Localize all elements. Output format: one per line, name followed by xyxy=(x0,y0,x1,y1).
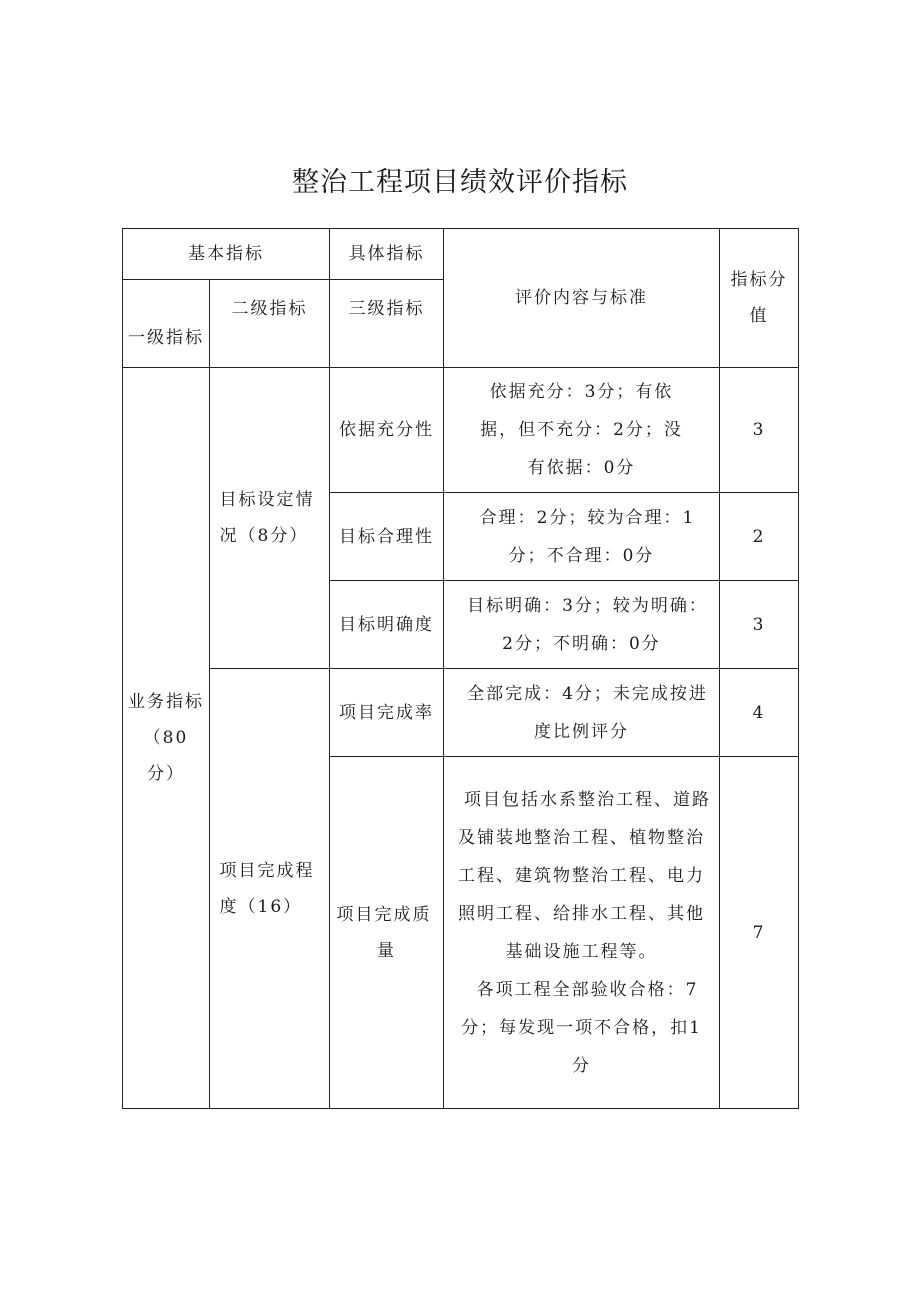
score-cell: 3 xyxy=(720,581,799,669)
group-cell xyxy=(210,669,330,1109)
indicator-cell: 目标合理性 xyxy=(330,493,444,581)
group-line1: 目标设定情 xyxy=(219,490,315,510)
header-score xyxy=(720,229,799,368)
header-score-line1: 指标分 xyxy=(730,270,788,290)
criteria-line: 照明工程、给排水工程、其他 xyxy=(458,903,705,924)
score-cell: 7 xyxy=(720,757,799,1109)
header-level2: 二级指标 xyxy=(210,280,330,368)
indicator-line2: 量 xyxy=(377,940,396,961)
header-level1: 一级指标 xyxy=(123,280,210,368)
level1-line3: 分） xyxy=(147,764,185,784)
criteria-line: 据，但不充分：2分；没 xyxy=(480,420,683,440)
evaluation-table xyxy=(122,228,799,1109)
criteria-cell xyxy=(444,368,720,493)
group-cell xyxy=(210,368,330,669)
score-cell: 3 xyxy=(720,368,799,493)
score-cell: 2 xyxy=(720,493,799,581)
criteria-line: 项目包括水系整治工程、道路 xyxy=(464,789,711,810)
criteria-line: 全部完成：4分；未完成按进 xyxy=(467,683,708,704)
group-line2: 度（16） xyxy=(219,896,303,917)
indicator-cell: 项目完成率 xyxy=(330,669,444,757)
criteria-line: 分；不合理：0分 xyxy=(508,545,655,566)
header-basic: 基本指标 xyxy=(123,229,330,280)
criteria-cell xyxy=(444,581,720,669)
group-line1: 项目完成程 xyxy=(219,860,315,881)
indicator-line1: 项目完成质 xyxy=(336,904,432,925)
criteria-cell xyxy=(444,669,720,757)
criteria-line: 各项工程全部验收合格：7 xyxy=(476,979,699,1000)
table-row xyxy=(123,669,799,757)
criteria-line: 合理：2分；较为合理：1 xyxy=(479,507,696,528)
score-cell: 4 xyxy=(720,669,799,757)
criteria-line: 分；每发现一项不合格，扣1 xyxy=(461,1017,702,1038)
level1-line2: （80 xyxy=(143,728,189,748)
indicator-cell: 依据充分性 xyxy=(330,368,444,493)
table-row xyxy=(123,368,799,493)
criteria-line: 依据充分：3分；有依 xyxy=(489,382,674,402)
header-level3: 三级指标 xyxy=(330,280,444,368)
criteria-cell xyxy=(444,757,720,1109)
criteria-line: 2分；不明确：0分 xyxy=(502,633,661,654)
criteria-line: 工程、建筑物整治工程、电力 xyxy=(458,865,705,886)
criteria-cell xyxy=(444,493,720,581)
criteria-line: 目标明确：3分；较为明确： xyxy=(467,595,708,616)
criteria-line: 及铺装地整治工程、植物整治 xyxy=(458,827,705,848)
level1-cell xyxy=(123,368,210,1109)
criteria-line: 基础设施工程等。 xyxy=(505,941,658,962)
criteria-line: 有依据：0分 xyxy=(527,458,636,478)
header-score-line2: 值 xyxy=(749,306,769,326)
header-criteria: 评价内容与标准 xyxy=(444,229,720,368)
criteria-line: 度比例评分 xyxy=(534,721,629,742)
indicator-cell xyxy=(330,757,444,1109)
indicator-cell: 目标明确度 xyxy=(330,581,444,669)
criteria-line: 分 xyxy=(572,1055,591,1076)
header-specific: 具体指标 xyxy=(330,229,444,280)
level1-line1: 业务指标 xyxy=(128,692,204,712)
group-line2: 况（8分） xyxy=(219,526,309,546)
page-title: 整治工程项目绩效评价指标 xyxy=(292,167,628,198)
header-row-1 xyxy=(123,229,799,280)
